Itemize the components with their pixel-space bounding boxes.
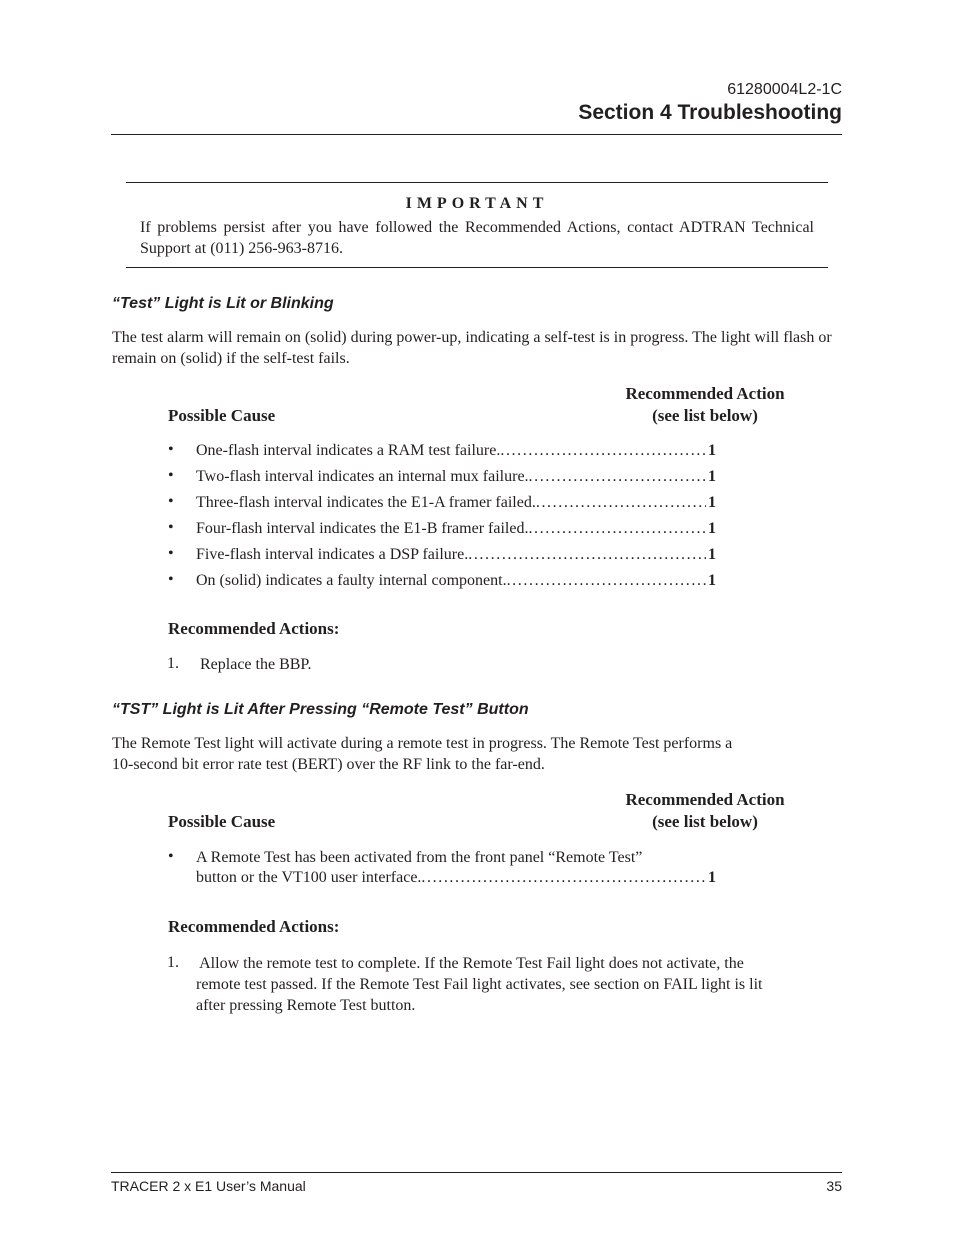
action-reference: 1 [708, 869, 716, 886]
section-heading-tst-light: “TST” Light is Lit After Pressing “Remote Test” Button [112, 701, 529, 718]
bullet: • [168, 519, 174, 536]
cause-text-line1: A Remote Test has been activated from the front panel “Remote Test” [196, 849, 643, 866]
action-text: Replace the BBP. [200, 656, 312, 673]
action-reference: 1 [708, 520, 716, 537]
action-reference: 1 [708, 442, 716, 459]
section-intro-tst-light [112, 733, 838, 775]
action-text [196, 953, 836, 1016]
list-item [168, 848, 728, 892]
possible-cause-header: Possible Cause [168, 812, 276, 831]
cause-list [168, 848, 728, 892]
recommended-action-header [600, 789, 810, 833]
recommended-action-header-line1: Recommended Action [625, 790, 785, 809]
action-reference: 1 [708, 546, 716, 563]
recommended-actions-heading: Recommended Actions: [168, 917, 340, 936]
dot-leader [468, 545, 706, 565]
bullet: • [168, 493, 174, 510]
bullet: • [168, 441, 174, 458]
cause-text: Two-flash interval indicates an internal mux failure. [196, 468, 529, 485]
cause-text-line2: button or the VT100 user interface. [196, 869, 422, 886]
cause-text: Three-flash interval indicates the E1-A framer failed. [196, 494, 536, 511]
cause-list [168, 441, 728, 597]
action-number: 1. [167, 655, 179, 672]
action-text-line: Allow the remote test to complete. If the Remote Test Fail light does not activate, the [196, 955, 744, 972]
list-item [168, 519, 728, 545]
intro-line: 10-second bit error rate test (BERT) over the RF link to the far-end. [112, 756, 545, 773]
list-item [168, 493, 728, 519]
recommended-action-header [600, 383, 810, 427]
list-item [168, 467, 728, 493]
cause-text: Four-flash interval indicates the E1-B framer failed. [196, 520, 529, 537]
cause-text: On (solid) indicates a faulty internal component. [196, 572, 507, 589]
bullet: • [168, 848, 174, 865]
recommended-actions-heading: Recommended Actions: [168, 619, 340, 638]
page-number: 35 [826, 1178, 842, 1194]
cause-text: Five-flash interval indicates a DSP failure. [196, 546, 469, 563]
dot-leader [421, 868, 706, 888]
list-item [168, 571, 728, 597]
section-heading-test-light: “Test” Light is Lit or Blinking [112, 295, 334, 312]
dot-leader [507, 571, 706, 591]
bullet: • [168, 467, 174, 484]
document-number: 61280004L2-1C [727, 81, 842, 98]
action-reference: 1 [708, 468, 716, 485]
section-intro-test-light: The test alarm will remain on (solid) during power-up, indicating a self-test is in progress. The light will flash or remain on (solid) if the self-test fails. [112, 329, 832, 367]
important-notice [126, 182, 828, 268]
action-text-line: after pressing Remote Test button. [196, 997, 416, 1014]
footer-rule [111, 1172, 842, 1173]
intro-line: The Remote Test light will activate during a remote test in progress. The Remote Test performs a [112, 735, 733, 752]
action-number: 1. [167, 954, 179, 971]
header-rule [111, 134, 842, 135]
dot-leader [529, 467, 706, 487]
bullet: • [168, 571, 174, 588]
list-item [168, 441, 728, 467]
action-text-line: remote test passed. If the Remote Test Fail light activates, see section on FAIL light is lit [196, 976, 763, 993]
recommended-action-header-line1: Recommended Action [625, 384, 785, 403]
section-title: Section 4 Troubleshooting [578, 101, 842, 124]
possible-cause-header: Possible Cause [168, 406, 276, 425]
important-title: IMPORTANT [405, 195, 549, 212]
dot-leader [528, 519, 706, 539]
dot-leader [500, 441, 706, 461]
recommended-action-header-line2: (see list below) [652, 812, 758, 831]
recommended-action-header-line2: (see list below) [652, 406, 758, 425]
action-reference: 1 [708, 494, 716, 511]
manual-title: TRACER 2 x E1 User’s Manual [111, 1178, 306, 1194]
action-reference: 1 [708, 572, 716, 589]
important-text: If problems persist after you have followed the Recommended Actions, contact ADTRAN Technical Support at (011) 256-963-8716. [140, 219, 814, 257]
dot-leader [536, 493, 706, 513]
bullet: • [168, 545, 174, 562]
cause-text: One-flash interval indicates a RAM test failure. [196, 442, 501, 459]
list-item [168, 545, 728, 571]
